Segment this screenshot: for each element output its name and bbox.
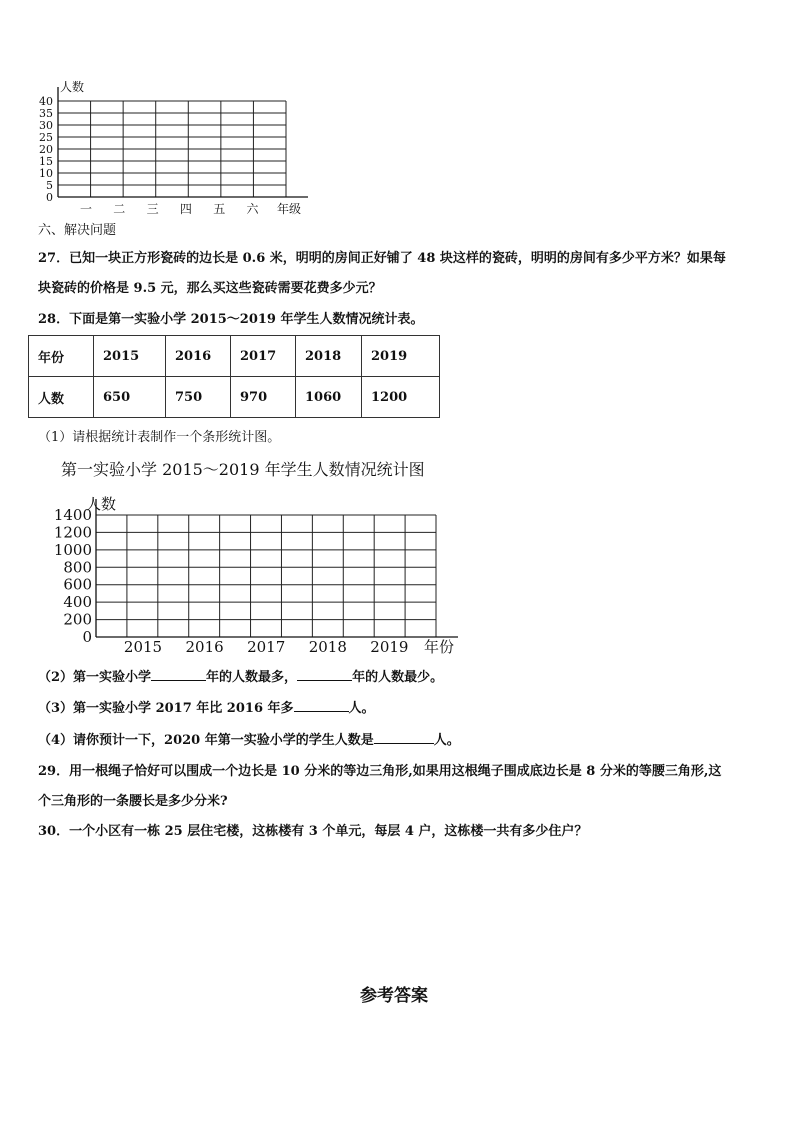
y-tick-label: 35	[39, 107, 53, 120]
q28-sub4	[38, 729, 460, 751]
table-cell: 2018	[296, 336, 362, 377]
table-cell: 1060	[296, 377, 362, 418]
q29-line2: 个三角形的一条腰长是多少分米?	[38, 794, 228, 809]
enrollment-chart-title: 第一实验小学 2015～2019 年学生人数情况统计图	[61, 460, 425, 479]
q28-sub2-part2: 年的人数最多，	[206, 670, 298, 685]
table-cell: 650	[94, 377, 166, 418]
table-cell: 1200	[362, 377, 440, 418]
y-tick-label: 15	[39, 155, 53, 168]
x-tick-label: 一	[79, 202, 93, 216]
q28-sub3	[38, 697, 375, 719]
table-cell: 2016	[166, 336, 231, 377]
y-tick-label: 200	[63, 610, 92, 629]
y-tick-label: 10	[39, 167, 53, 180]
table-row-header: 年份	[29, 336, 94, 377]
y-tick-label: 5	[46, 179, 53, 192]
q28-sub2	[38, 666, 443, 688]
table-row-header: 人数	[29, 377, 94, 418]
answer-blank[interactable]	[151, 666, 206, 681]
enrollment-chart-ylabel: 人数	[86, 495, 117, 513]
answer-blank[interactable]	[294, 697, 349, 712]
x-tick-label: 2017	[247, 638, 286, 656]
x-tick-label: 2016	[185, 638, 224, 656]
y-tick-label: 30	[39, 119, 53, 132]
q28-sub4-part1: （4）请你预计一下，2020 年第一实验小学的学生人数是	[38, 733, 374, 748]
table-cell: 2015	[94, 336, 166, 377]
q30: 30．一个小区有一栋 25 层住宅楼，这栋楼有 3 个单元，每层 4 户，这栋楼一共有多少住户？	[38, 824, 588, 839]
q28-sub1: （1）请根据统计表制作一个条形统计图。	[38, 430, 281, 445]
grade-chart	[28, 76, 318, 221]
q28-sub3-part1: （3）第一实验小学 2017 年比 2016 年多	[38, 701, 294, 716]
y-tick-label: 40	[39, 95, 53, 108]
table-cell: 970	[231, 377, 296, 418]
table-cell: 2019	[362, 336, 440, 377]
q27-line2: 块瓷砖的价格是 9.5 元，那么买这些瓷砖需要花费多少元？	[38, 281, 382, 296]
q28-table	[28, 335, 440, 418]
table-cell: 750	[166, 377, 231, 418]
q28-sub2-part1: （2）第一实验小学	[38, 670, 152, 685]
y-tick-label: 1400	[53, 506, 92, 524]
q28-sub4-part2: 人。	[433, 733, 460, 748]
x-tick-label: 三	[146, 202, 159, 216]
y-tick-label: 800	[63, 558, 92, 577]
y-tick-label: 600	[63, 575, 92, 594]
grade-chart-xlabel: 年级	[277, 202, 302, 216]
y-tick-label: 0	[46, 191, 53, 204]
x-tick-label: 2019	[370, 638, 409, 656]
table-row	[29, 336, 440, 377]
x-tick-label: 五	[213, 202, 226, 216]
answer-blank[interactable]	[374, 729, 434, 744]
table-cell: 2017	[231, 336, 296, 377]
x-tick-label: 2018	[308, 638, 347, 656]
x-tick-label: 六	[246, 202, 259, 216]
answer-heading: 参考答案	[360, 986, 428, 1006]
y-tick-label: 20	[39, 143, 53, 156]
q28-intro: 28．下面是第一实验小学 2015～2019 年学生人数情况统计表。	[38, 312, 424, 327]
q28-sub2-part3: 年的人数最少。	[352, 670, 444, 685]
q29-line1: 29．用一根绳子恰好可以围成一个边长是 10 分米的等边三角形,如果用这根绳子围成底边长是 8 分米的等腰三角形,这	[38, 764, 722, 779]
x-tick-label: 二	[113, 202, 126, 216]
x-tick-label: 四	[179, 202, 192, 216]
q27-line1: 27．已知一块正方形瓷砖的边长是 0.6 米，明明的房间正好铺了 48 块这样的瓷砖，明明的房间有多少平方米？如果每	[38, 251, 726, 266]
grade-chart-ylabel: 人数	[60, 80, 85, 94]
section-heading: 六、解决问题	[38, 223, 117, 238]
enrollment-chart	[40, 454, 470, 659]
y-tick-label: 25	[39, 131, 53, 144]
y-tick-label: 0	[82, 628, 92, 646]
q28-sub3-part2: 人。	[348, 701, 375, 716]
y-tick-label: 400	[63, 593, 92, 612]
table-row	[29, 377, 440, 418]
answer-blank[interactable]	[297, 666, 352, 681]
y-tick-label: 1000	[53, 540, 92, 559]
x-tick-label: 2015	[123, 638, 163, 656]
enrollment-chart-xlabel: 年份	[424, 638, 455, 656]
y-tick-label: 1200	[53, 523, 92, 542]
